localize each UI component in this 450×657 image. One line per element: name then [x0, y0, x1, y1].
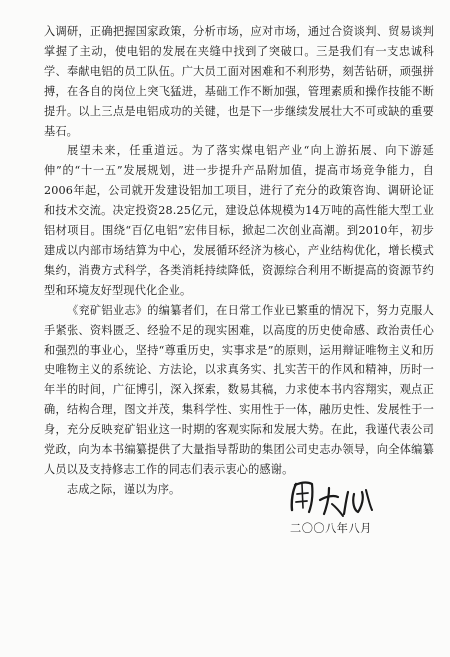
- paragraph-3: 《兖矿铝业志》的编纂者们，在日常工作业已繁重的情况下，努力克服人手紧张、资料匮乏、经验不足的现实困难，以高度的历史使命感、政治责任心和强烈的事业心，坚持“尊重历史，实事求是”的原则，运用辩证唯物主义和历史唯物主义的系统论、方法论，以求真务实、扎实苦干的作风和精神，历时一年半的时间，广征博引，深入探索，数易其稿，力求使本书内容翔实，观点正确，结构合理，图文并茂，集科学性、实用性于一体，融历史性、发展性于一身，充分反映兖矿铝业这一时期的客观实际和发展大势。在此，我谨代表公司党政，向为本书编纂提供了大量指导帮助的集团公司史志办领导，向全体编纂人员以及支持修志工作的同志们表示衷心的感谢。: [44, 303, 434, 476]
- preface-body: [44, 22, 434, 500]
- signature-date: 二〇〇八年八月: [290, 522, 372, 535]
- paragraph-2: 展望未来，任重道远。为了落实煤电铝产业“向上游拓展、向下游延伸”的“十一五”发展规划，进一步提升产品附加值，提高市场竞争能力，自2006年起，公司就开发建设铝加工项目，进行了充分的政策咨询、调研论证和技术交流。决定投资28.25亿元，建设总体规模为14万吨的高性能大型工业铝材项目。围绕“百亿电铝”宏伟目标，掀起二次创业高潮。到2010年，初步建成以内部市场结算为中心，发展循环经济为核心，产业结构优化，增长模式集约，消费方式科学，各类消耗持续降低，资源综合利用不断提高的资源节约型和环境友好型现代化企业。: [44, 144, 434, 297]
- paragraph-4: 志成之际，谨以为序。: [67, 482, 181, 496]
- paragraph-1: 入调研，正确把握国家政策，分析市场，应对市场，通过合资谈判、贸易谈判掌握了主动，使电铝的发展在夹缝中找到了突破口。三是我们有一支忠诚科学、奉献电铝的员工队伍。广大员工面对困难和不利形势，刻苦钻研，顽强拼搏，在各自的岗位上突飞猛进，基础工作不断加强，管理素质和操作技能不断提升。以上三点是电铝成功的关键，也是下一步继续发展壮大不可或缺的重要基石。: [44, 25, 434, 138]
